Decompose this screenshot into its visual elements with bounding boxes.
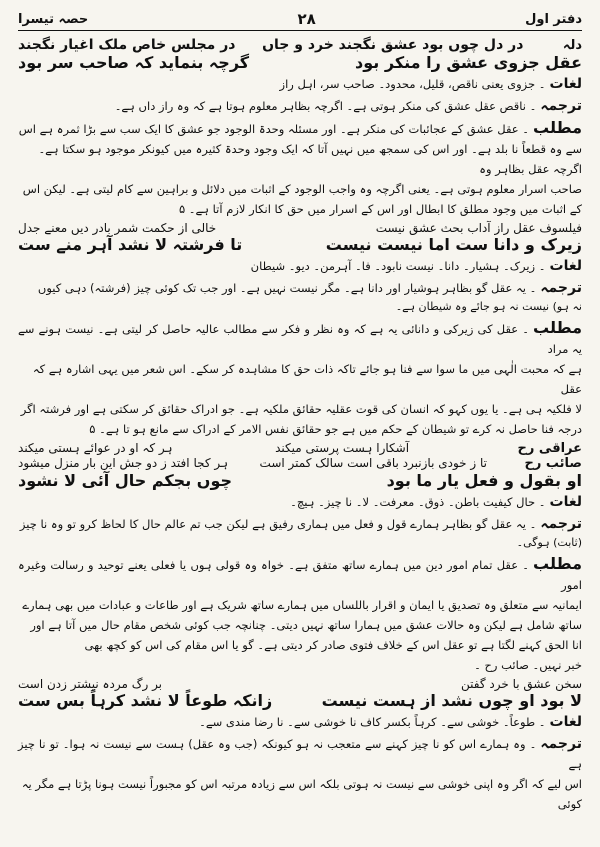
verse-line [18,37,582,53]
verse-hemistich: تا فرشتہ لا نشد آہر منے ست [18,235,243,254]
verse-line [18,471,582,490]
verse-hemistich: فیلسوف عقل راز آداب بحث عشق نیست [375,221,582,235]
verse-line [18,691,582,710]
verse-hemistich: زیرک و دانا ست اما نیست نیست [325,235,582,254]
verse-line [18,53,582,72]
tarjuma-section-4 [18,734,582,814]
matlab-line: صاحب اسرار معلوم ہوتی ہے۔ یعنی اگرچہ وہ واجب الوجود کے اثبات میں دلائل و براہین سے کام لیتی ہے۔ لیکن اس [22,182,582,196]
verse-hemistich: در مجلس خاص ملک اغیار نگجند [18,37,236,53]
page-header [18,8,582,31]
tarjuma-label: ترجمہ [540,736,582,752]
matlab-line: ساتھ شامل ہے لیکن وہ حالات عشق میں ہمارا ساتھ نہیں دیتی۔ چنانچہ جب کوئی شخص مقام حال میں آتا ہے اور [30,618,582,632]
matlab-section-3 [18,554,582,675]
lughat-text: ۔ زیرک۔ ہشیار۔ دانا۔ نیست نابود۔ فا۔ آہرمن۔ دیو۔ شیطان [250,259,546,273]
tarjuma-label: ترجمہ [540,280,582,296]
lughat-label: لغات [549,494,582,510]
matlab-line: ۔ عقل عشق کے عجائبات کی منکر ہے۔ اور مسئلہ وحدۃ الوجود جو عشق کا ایک سب سے بڑا ثمرہ ہے اس [18,122,530,136]
verse-hemistich: عقل جزوی عشق را منکر بود [355,53,582,72]
tarjuma-section-2 [18,278,582,316]
matlab-line: کے اثبات میں وجود مطلق کا ابطال اور اس کے اسرار میں حق کا انکار لازم آتا ہے۔ ۵ [178,202,582,216]
verse-line [18,441,582,456]
lughat-text: ۔ جزوی یعنی ناقص، قلیل، محدود۔ صاحب سر، اہل راز [279,77,546,91]
matlab-section-2 [18,318,582,439]
verse-block-2 [18,221,582,254]
poet-tag: صائب رح [524,456,582,471]
poet-tag: عراقی رح [517,441,582,456]
verse-hemistich: لا بود او چوں نشد از ہست نیست [321,691,582,710]
page-number: ۲۸ [297,10,316,28]
verse-hemistich: ہر کجا افتد ز دو جش این بار منزل میشود [18,456,229,470]
lughat-section-1 [18,74,582,94]
lughat-section-4 [18,712,582,732]
matlab-line: ایمانیہ سے متعلق وہ تصدیق یا ایمان و اقرار باللساں میں ہمارے ساتھ شریک ہے اور طاعات و عبادات میں بھی ہمارے [22,598,582,612]
tarjuma-section-1 [18,96,582,116]
tarjuma-line: ۔ وہ ہمارے اس کو نا چیز کہنے سے متعجب نہ ہو کیونکہ (جب وہ عقل) ہست سے نیست نہ ہوا۔ تو نا چیز ہے [18,737,582,771]
matlab-line: لا فلکیہ ہی ہے۔ یا یوں کہو کہ انسان کی قوت عقلیہ حقائق ملکیہ ہے۔ جو ادراک حقائق کر سکتی ہے اور فرشتہ اگر [20,402,582,416]
tarjuma-text: ۔ ناقص عقل عشق کی منکر ہوتی ہے۔ اگرچہ بظاہر معلوم ہوتا ہے کہ وہ راز داں ہے۔ [114,99,537,113]
lughat-text: ۔ طوعاً۔ خوشی سے۔ کرہاً بکسر کاف نا خوشی سے۔ نا رضا مندی سے۔ [199,715,546,729]
verse-hemistich: آشکارا ہست پرستی میکند [275,441,410,455]
verse-line [18,221,582,235]
matlab-label: مطلب [533,318,582,337]
tarjuma-label: ترجمہ [540,98,582,114]
matlab-label: مطلب [533,554,582,573]
lughat-label: لغات [549,76,582,92]
matlab-line: انا الحق کہنے لگتا ہے تو عقل اس کے خلاف فتوی صادر کر دیتی ہے۔ گو یا اس مقام کی اس کو کچھ بھی [84,638,582,652]
verse-line [18,456,582,471]
tarjuma-line: اس لیے کہ اگر وہ اپنی خوشی سے نیست نہ ہوتی بلکہ اس سے زیادہ مرتبہ اس کو مجبوراً نیست ہونا پڑتا ہے مگر یہ کوئی [21,777,582,811]
verse-hemistich: بر رگ مردہ نیشتر زدن است [18,677,163,691]
verse-block-4 [18,677,582,710]
tarjuma-text: ۔ یہ عقل گو بظاہر ہمارے قول و فعل میں ہماری رفیق ہے لیکن جب تم عالم حال کا لحاظ کرو تو وہ نا چیز [19,517,537,531]
lughat-label: لغات [549,714,582,730]
header-section-title: حصہ تیسرا [18,11,89,27]
verse-line [18,677,582,691]
lughat-text: ۔ حال کیفیت باطن۔ ذوق۔ معرفت۔ لا۔ نا چیز۔ ہیچ۔ [290,495,546,509]
matlab-section-1 [18,118,582,219]
tarjuma-label: ترجمہ [540,516,582,532]
tarjuma-continuation: نہ ہو) نیست نہ ہو جائے وہ شیطان ہے۔ [395,300,582,313]
verse-hemistich: تا ز خودی بازنبرد باقی است سالک کمتر است [259,456,488,470]
header-book-title: دفتر اول [525,11,582,27]
lughat-section-2 [18,256,582,276]
verse-hemistich: او بقول و فعل یار ما بود [386,471,582,490]
verse-block-1 [18,37,582,72]
verse-hemistich: خالی از حکمت شمر بادر دیں معنے جدل [18,221,217,235]
verse-line [18,235,582,254]
verse-hemistich: در دل چوں بود عشق نگجند خرد و جاں [262,37,524,53]
verse-hemistich: ہر کہ او در عوائے ہستی میکند [18,441,173,455]
matlab-line: ۔ عقل تمام امور دین میں ہمارے ساتھ متفق ہے۔ خواہ وہ قولی ہوں یا فعلی یعنے توحید و رسالت وغیرہ امور [18,558,582,592]
matlab-label: مطلب [533,118,582,137]
tarjuma-text: ۔ یہ عقل گو بظاہر ہوشیار اور دانا ہے۔ مگر نیست نہیں ہے۔ اور جب تک کوئی چیز (فرشتہ) دہی کیوں [37,281,537,295]
verse-block-3 [18,441,582,490]
verse-hemistich: سخن عشق با خرد گفتن [461,677,582,691]
tarjuma-section-3 [18,514,582,552]
tarjuma-continuation: (ثابت) ہوگی۔ [516,536,582,549]
verse-hemistich: گرچہ بنماید کہ صاحب سر بود [18,53,250,72]
matlab-line: درجہ فنا حاصل نہ کرے تو شیطان کے حکم میں ہے جو حقائق نفس الامر کے ادراک سے مانع ہو تا ہے۔ ۵ [89,422,582,436]
verse-hemistich: چوں بجکم حال آئی لا نشود [18,471,233,490]
lughat-section-3 [18,492,582,512]
matlab-line: ہے کہ محبت الٰہی میں ما سوا سے فنا ہو جائے تاکہ ذات حق کا مشاہدہ کر سکے۔ اس شعر میں یہی اشارہ ہے کہ عقل [32,362,582,396]
matlab-line: ۔ عقل کی زیرکی و دانائی یہ ہے کہ وہ نظر و فکر سے مطالب عالیہ حاصل کر لیتی ہے۔ نیست ہونے سے یہ مراد [18,322,582,356]
matlab-line: سے وہ قطعاً نا بلد ہے۔ اور اس کی سمجھ میں نہیں آتا کہ ایک وجود وحدۃ کثیرہ میں کیونکر موجود ہو سکتا ہے۔ اگرچہ عقل بظاہر وہ [38,142,582,176]
verse-tag: دلہ [562,38,582,53]
verse-hemistich: زانکہ طوعاً لا نشد کرہاً بس ست [18,691,273,710]
matlab-line: خبر نہیں۔ صائب رح ۔ [474,658,582,672]
lughat-label: لغات [549,258,582,274]
